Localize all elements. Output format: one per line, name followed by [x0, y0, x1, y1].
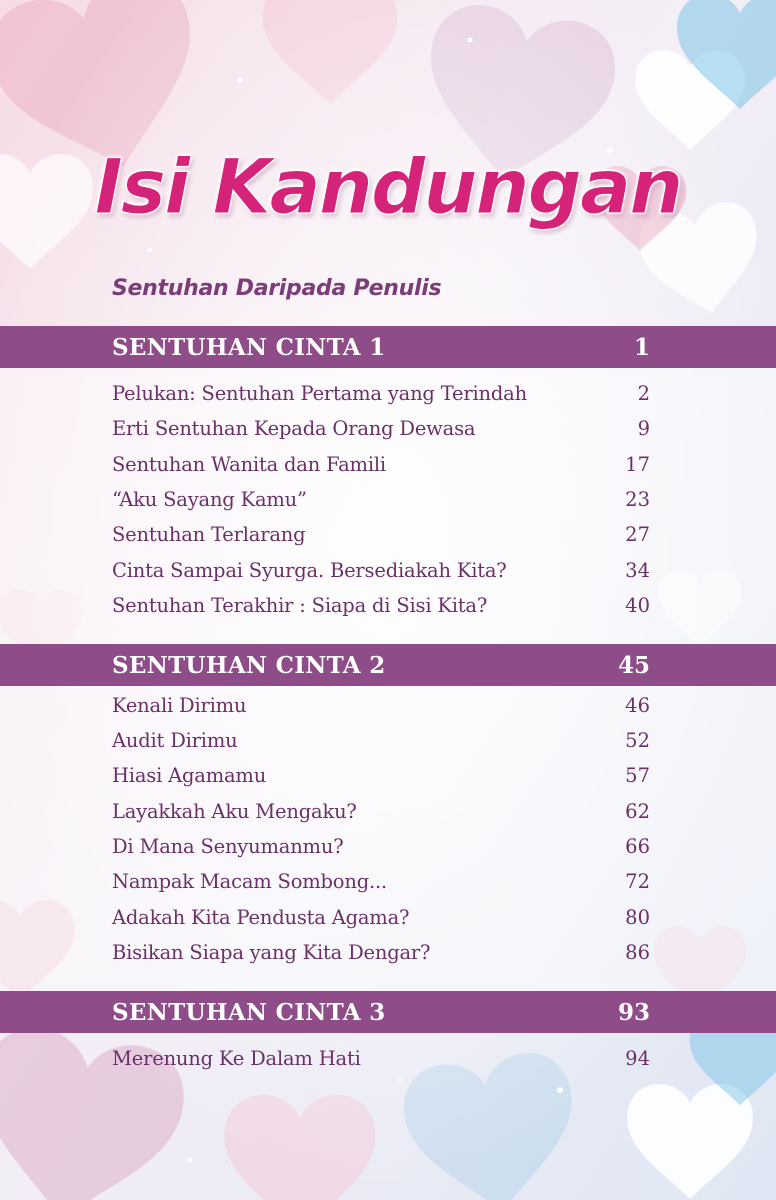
entry-title: Merenung Ke Dalam Hati	[112, 1047, 361, 1070]
entry-title: Di Mana Senyumanmu?	[112, 835, 344, 858]
entry-page-number: 9	[637, 417, 650, 440]
entry-page-number: 86	[625, 941, 650, 964]
entry-title: Hiasi Agamamu	[112, 764, 267, 787]
toc-entry[interactable]	[0, 453, 776, 483]
entry-page-number: 62	[625, 800, 650, 823]
toc-entry[interactable]	[0, 870, 776, 900]
section-1	[0, 326, 776, 368]
entry-page-number: 57	[625, 764, 650, 787]
page-title: Isi Kandungan	[94, 142, 682, 231]
entry-page-number: 94	[625, 1047, 650, 1070]
toc-entry[interactable]	[0, 1047, 776, 1077]
entry-title: Bisikan Siapa yang Kita Dengar?	[112, 941, 431, 964]
entry-title: Layakkah Aku Mengaku?	[112, 800, 357, 823]
entry-title: Cinta Sampai Syurga. Bersediakah Kita?	[112, 559, 507, 582]
toc-entry[interactable]	[0, 694, 776, 724]
toc-entry[interactable]	[0, 488, 776, 518]
entry-page-number: 27	[625, 523, 650, 546]
entry-title: Audit Dirimu	[112, 729, 238, 752]
entry-page-number: 46	[625, 694, 650, 717]
entry-page-number: 2	[637, 382, 650, 405]
entry-page-number: 40	[625, 594, 650, 617]
toc-entry[interactable]	[0, 594, 776, 624]
toc-entry[interactable]	[0, 941, 776, 971]
entry-page-number: 52	[625, 729, 650, 752]
entry-title: Sentuhan Terakhir : Siapa di Sisi Kita?	[112, 594, 488, 617]
section-page-number: 45	[617, 652, 650, 679]
entry-title: Adakah Kita Pendusta Agama?	[112, 906, 410, 929]
section-page-number: 1	[633, 334, 650, 361]
section-header-1[interactable]	[0, 326, 776, 368]
section-page-number: 93	[617, 999, 650, 1026]
section-header-2[interactable]	[0, 644, 776, 686]
entry-title: Nampak Macam Sombong...	[112, 870, 387, 893]
author-note-entry[interactable]: Sentuhan Daripada Penulis	[112, 276, 442, 301]
toc-entry[interactable]	[0, 800, 776, 830]
entry-title: Sentuhan Wanita dan Famili	[112, 453, 386, 476]
entry-page-number: 23	[625, 488, 650, 511]
entry-page-number: 17	[625, 453, 650, 476]
section-2	[0, 644, 776, 686]
entry-title: “Aku Sayang Kamu”	[112, 488, 307, 511]
entry-page-number: 72	[625, 870, 650, 893]
section-3	[0, 991, 776, 1033]
toc-entry[interactable]	[0, 906, 776, 936]
toc-entry[interactable]	[0, 729, 776, 759]
entry-title: Kenali Dirimu	[112, 694, 247, 717]
section-title: SENTUHAN CINTA 1	[112, 334, 386, 361]
section-header-3[interactable]	[0, 991, 776, 1033]
entry-title: Erti Sentuhan Kepada Orang Dewasa	[112, 417, 476, 440]
toc-entry[interactable]	[0, 523, 776, 553]
toc-entry[interactable]	[0, 764, 776, 794]
toc-entry[interactable]	[0, 835, 776, 865]
toc-entry[interactable]	[0, 559, 776, 589]
section-title: SENTUHAN CINTA 3	[112, 999, 386, 1026]
entry-title: Pelukan: Sentuhan Pertama yang Terindah	[112, 382, 527, 405]
toc-entry[interactable]	[0, 382, 776, 412]
toc-entry[interactable]	[0, 417, 776, 447]
entry-page-number: 34	[625, 559, 650, 582]
entry-page-number: 80	[625, 906, 650, 929]
entry-page-number: 66	[625, 835, 650, 858]
section-title: SENTUHAN CINTA 2	[112, 652, 386, 679]
entry-title: Sentuhan Terlarang	[112, 523, 306, 546]
